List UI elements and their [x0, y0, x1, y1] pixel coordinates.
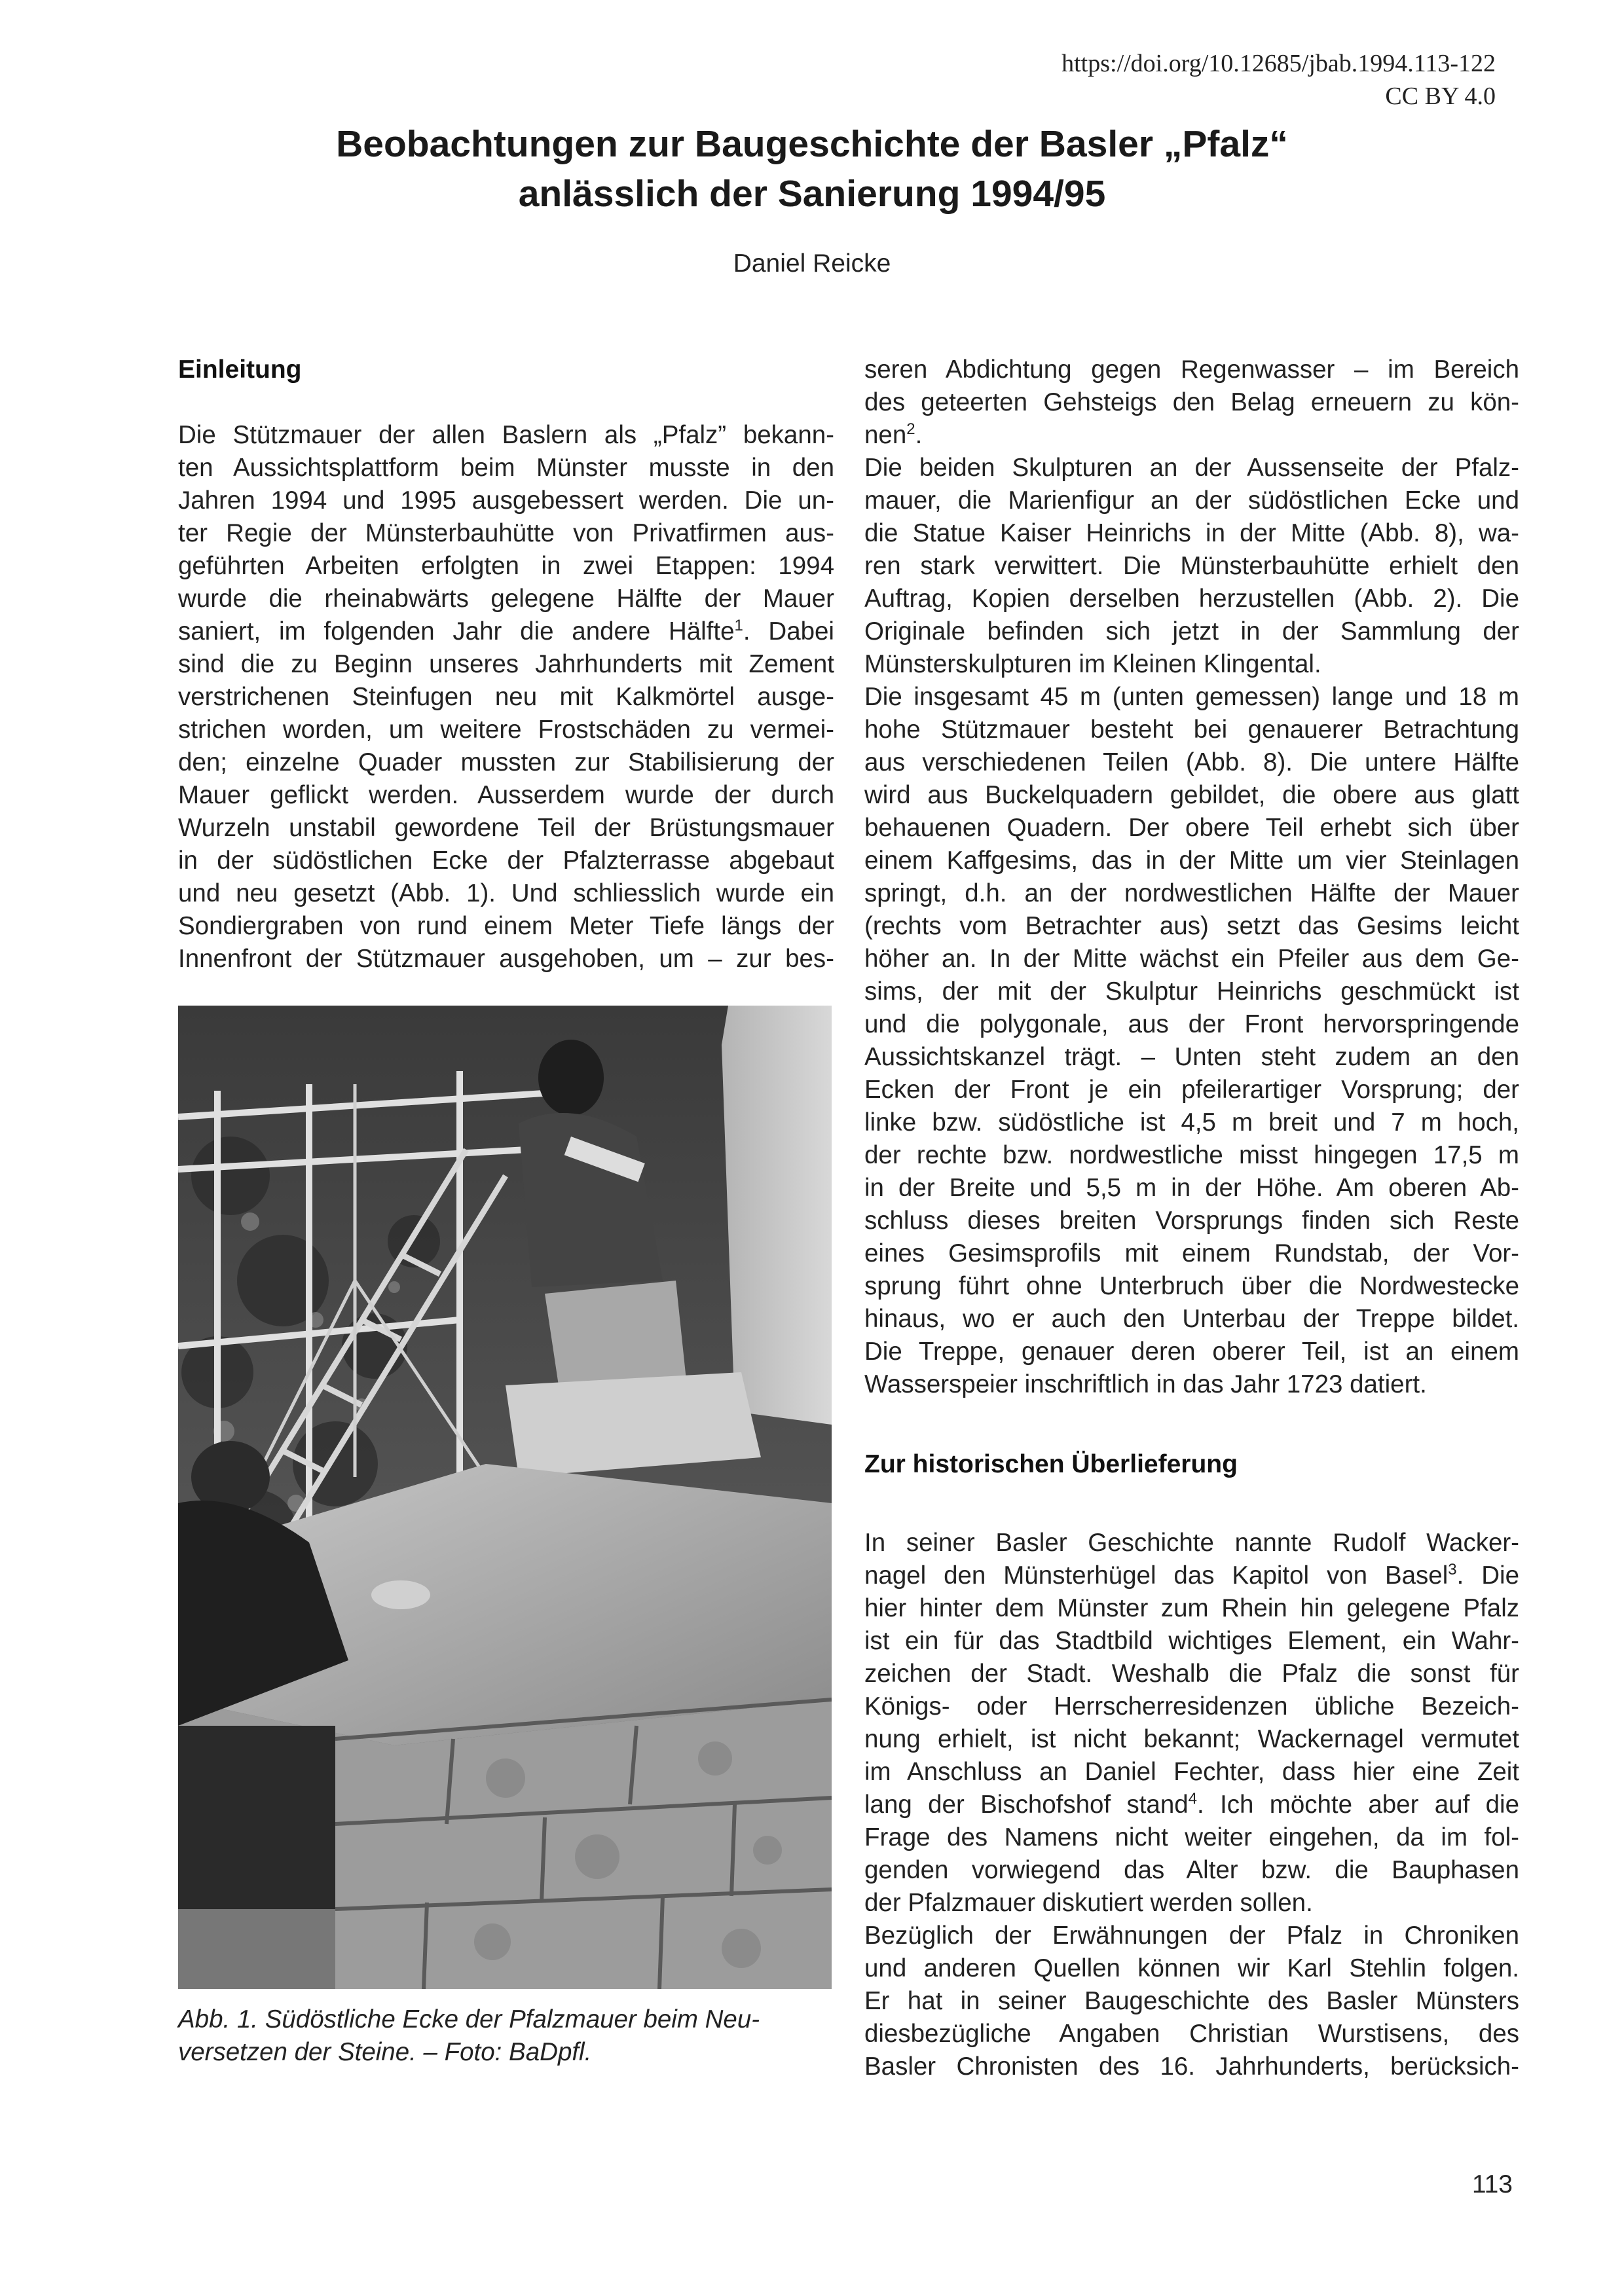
- text-line: hier hinter dem Münster zum Rhein hin gelegene Pfalz: [864, 1594, 1519, 1622]
- text-fragment: lang der Bischofshof stand: [864, 1791, 1189, 1819]
- text-line: (rechts vom Betrachter aus) setzt das Gesims leicht: [864, 912, 1519, 940]
- doi-header: [1061, 47, 1496, 113]
- text-line: Münsterskulpturen im Kleinen Klingental.: [864, 650, 1321, 678]
- text-line: Wurzeln unstabil gewordene Teil der Brüstungsmauer: [178, 814, 834, 842]
- text-line: Die Stützmauer der allen Baslern als „Pfalz” bekann-: [178, 421, 834, 449]
- text-line: schluss dieses breiten Vorsprungs finden sich Reste: [864, 1207, 1519, 1235]
- text-line: Wasserspeier inschriftlich in das Jahr 1723 datiert.: [864, 1370, 1427, 1398]
- text-line: der Pfalzmauer diskutiert werden sollen.: [864, 1889, 1313, 1917]
- text-line: in der südöstlichen Ecke der Pfalzterrasse abgebaut: [178, 847, 834, 875]
- left-column: [178, 354, 834, 975]
- text-line: die Statue Kaiser Heinrichs in der Mitte (Abb. 8), wa-: [864, 519, 1519, 547]
- text-line: des geteerten Gehsteigs den Belag erneuern zu kön-: [864, 388, 1519, 416]
- text-line: ist ein für das Stadtbild wichtiges Element, ein Wahr-: [864, 1627, 1519, 1655]
- text-line: verstrichenen Steinfugen neu mit Kalkmörtel ausge-: [178, 683, 834, 711]
- text-line: In seiner Basler Geschichte nannte Rudolf Wacker-: [864, 1529, 1519, 1557]
- text-line: behauenen Quadern. Der obere Teil erhebt sich über: [864, 814, 1519, 842]
- figure-caption: [178, 2003, 834, 2069]
- author-name: Daniel Reicke: [733, 249, 891, 278]
- footnote-ref-3[interactable]: 3: [1448, 1561, 1457, 1579]
- footnote-ref-1[interactable]: 1: [734, 617, 743, 635]
- text-line: geführten Arbeiten erfolgten in zwei Etappen: 1994: [178, 552, 834, 580]
- text-line: Innenfront der Stützmauer ausgehoben, um – zur bes-: [178, 945, 834, 973]
- text-line: sind die zu Beginn unseres Jahrhunderts mit Zement: [178, 650, 834, 678]
- text-line: Königs- oder Herrscherresidenzen übliche Bezeich-: [864, 1692, 1519, 1721]
- text-line: den; einzelne Quader mussten zur Stabilisierung der: [178, 748, 834, 776]
- text-line: Jahren 1994 und 1995 ausgebessert werden. Die un-: [178, 486, 834, 515]
- text-line: sims, der mit der Skulptur Heinrichs geschmückt ist: [864, 977, 1519, 1006]
- right-column: [864, 354, 1519, 1401]
- license-label: CC BY 4.0: [1385, 82, 1496, 110]
- text-fragment: saniert, im folgenden Jahr die andere Hälfte: [178, 617, 735, 646]
- text-line: in der Breite und 5,5 m in der Höhe. Am oberen Ab-: [864, 1174, 1519, 1202]
- text-line: ten Aussichtsplattform beim Münster musste in den: [178, 454, 834, 482]
- text-line: aus verschiedenen Teilen (Abb. 8). Die untere Hälfte: [864, 748, 1519, 776]
- text-line: genden vorwiegend das Alter bzw. die Bauphasen: [864, 1856, 1519, 1884]
- text-line: Die beiden Skulpturen an der Aussenseite der Pfalz-: [864, 454, 1519, 482]
- text-line: nung erhielt, ist nicht bekannt; Wackernagel vermutet: [864, 1725, 1519, 1753]
- text-line: Aussichtskanzel trägt. – Unten steht zudem an den: [864, 1043, 1519, 1071]
- text-line: eines Gesimsprofils mit einem Rundstab, der Vor-: [864, 1239, 1519, 1267]
- caption-line-1: Abb. 1. Südöstliche Ecke der Pfalzmauer beim Neu-: [178, 2005, 760, 2033]
- text-line: mauer, die Marienfigur an der südöstlichen Ecke und: [864, 486, 1519, 515]
- section-einleitung-body: [178, 419, 834, 975]
- text-line: und die polygonale, aus der Front hervorspringende: [864, 1010, 1519, 1038]
- text-line: Basler Chronisten des 16. Jahrhunderts, berücksich-: [864, 2052, 1519, 2081]
- text-line: springt, d.h. an der nordwestlichen Hälfte der Mauer: [864, 879, 1519, 907]
- section-heading-einleitung: Einleitung: [178, 355, 302, 384]
- text-line: Auftrag, Kopien derselben herzustellen (Abb. 2). Die: [864, 585, 1519, 613]
- text-line: Er hat in seiner Baugeschichte des Basler Münsters: [864, 1987, 1519, 2015]
- text-line: Bezüglich der Erwähnungen der Pfalz in Chroniken: [864, 1922, 1519, 1950]
- text-fragment: nen: [864, 421, 907, 449]
- text-line: höher an. In der Mitte wächst ein Pfeiler aus dem Ge-: [864, 945, 1519, 973]
- text-line: Die insgesamt 45 m (unten gemessen) lange und 18 m: [864, 683, 1519, 711]
- text-line: zeichen der Stadt. Weshalb die Pfalz die sonst für: [864, 1660, 1519, 1688]
- text-line: diesbezügliche Angaben Christian Wurstisens, des: [864, 2020, 1519, 2048]
- text-line: Mauer geflickt werden. Ausserdem wurde der durch: [178, 781, 834, 809]
- text-fragment: nagel den Münsterhügel das Kapitol von Basel: [864, 1561, 1449, 1590]
- text-line: Die Treppe, genauer deren oberer Teil, ist an einem: [864, 1338, 1519, 1366]
- text-line: Originale befinden sich jetzt in der Sammlung der: [864, 617, 1519, 646]
- text-line: hinaus, wo er auch den Unterbau der Treppe bildet.: [864, 1305, 1519, 1333]
- section-einleitung-continued: [864, 354, 1519, 1401]
- title-line-2: anlässlich der Sanierung 1994/95: [518, 173, 1106, 215]
- doi-link[interactable]: https://doi.org/10.12685/jbab.1994.113-122: [1061, 50, 1496, 77]
- text-line: linke bzw. südöstliche ist 4,5 m breit und 7 m hoch,: [864, 1108, 1519, 1137]
- text-line: ren stark verwittert. Die Münsterbauhütte erhielt den: [864, 552, 1519, 580]
- page-number: 113: [1471, 2170, 1513, 2198]
- text-line: und anderen Quellen können wir Karl Stehlin folgen.: [864, 1954, 1519, 1982]
- section-ueberlieferung-body: [864, 1527, 1519, 2083]
- article-title: [0, 119, 1624, 219]
- text-line: hohe Stützmauer besteht bei genauerer Betrachtung: [864, 716, 1519, 744]
- text-line: wurde die rheinabwärts gelegene Hälfte der Mauer: [178, 585, 834, 613]
- text-line: Sondiergraben von rund einem Meter Tiefe längs der: [178, 912, 834, 940]
- text-line: [864, 419, 1519, 452]
- text-line: im Anschluss an Daniel Fechter, dass hier eine Zeit: [864, 1758, 1519, 1786]
- text-line: der rechte bzw. nordwestliche misst hingegen 17,5 m: [864, 1141, 1519, 1169]
- section-heading-ueberlieferung: Zur historischen Überlieferung: [864, 1450, 1238, 1478]
- text-line: und neu gesetzt (Abb. 1). Und schliesslich wurde ein: [178, 879, 834, 907]
- footnote-ref-4[interactable]: 4: [1188, 1790, 1198, 1808]
- text-fragment: . Dabei: [743, 617, 834, 646]
- text-line: Ecken der Front je ein pfeilerartiger Vorsprung; der: [864, 1076, 1519, 1104]
- text-line: [864, 1789, 1519, 1821]
- text-line: Frage des Namens nicht weiter eingehen, da im fol-: [864, 1823, 1519, 1851]
- text-fragment: . Ich möchte aber auf die: [1197, 1791, 1519, 1819]
- figure-photo-scaffolding: [178, 1006, 832, 1989]
- text-fragment: . Die: [1456, 1561, 1520, 1590]
- section-historische-ueberlieferung: [864, 1448, 1519, 2083]
- text-line: [864, 1559, 1519, 1592]
- text-line: strichen worden, um weitere Frostschäden zu vermei-: [178, 716, 834, 744]
- text-fragment: .: [915, 421, 923, 449]
- title-line-1: Beobachtungen zur Baugeschichte der Basler „Pfalz“: [336, 123, 1288, 165]
- text-line: ter Regie der Münsterbauhütte von Privatfirmen aus-: [178, 519, 834, 547]
- text-line: wird aus Buckelquadern gebildet, die obere aus glatt: [864, 781, 1519, 809]
- caption-line-2: versetzen der Steine. – Foto: BaDpfl.: [178, 2038, 592, 2066]
- text-line: sprung führt ohne Unterbruch über die Nordwestecke: [864, 1272, 1519, 1300]
- text-line: [178, 615, 834, 648]
- text-line: seren Abdichtung gegen Regenwasser – im Bereich: [864, 355, 1519, 384]
- footnote-ref-2[interactable]: 2: [906, 420, 915, 439]
- text-line: einem Kaffgesims, das in der Mitte um vier Steinlagen: [864, 847, 1519, 875]
